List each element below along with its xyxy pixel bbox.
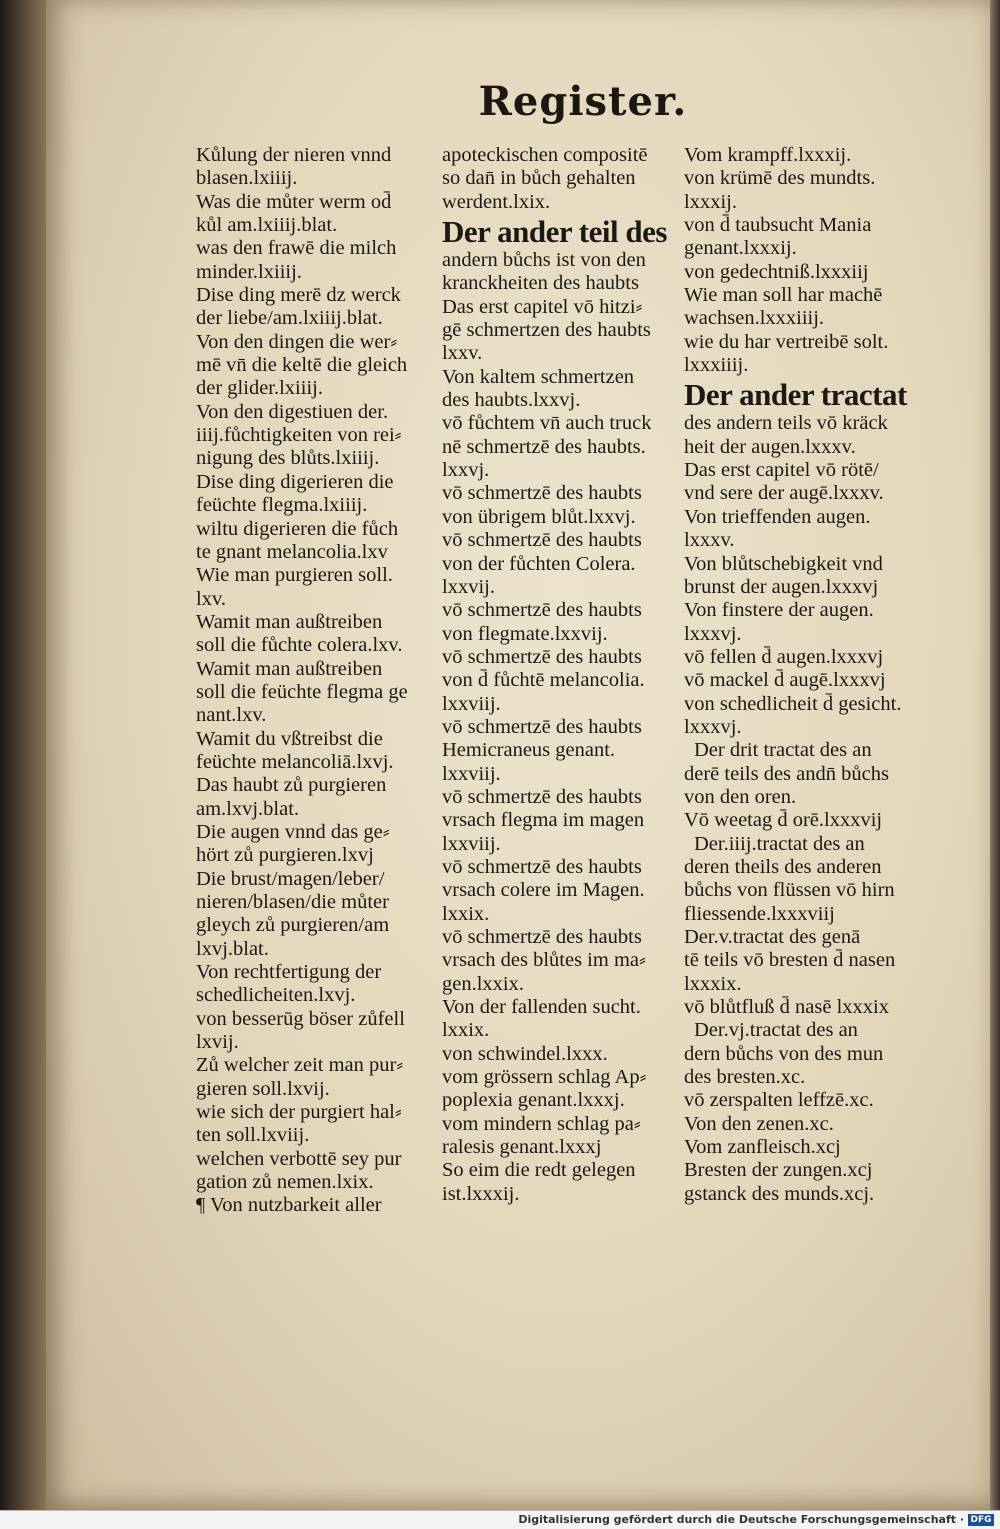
register-entry-line: feüchte flegma.lxiiij. — [196, 494, 368, 517]
register-entry-line: vō schmertzē des haubts — [442, 926, 642, 948]
register-entry-line: ist.lxxxij. — [442, 1182, 520, 1205]
register-entry-line: vō schmertzē des haubts — [442, 715, 642, 738]
register-entry-line: vom mindern schlag pa⸗ — [442, 1112, 641, 1135]
register-entry-line: von besserūg böser zůfell — [196, 1007, 405, 1030]
register-entry-line: gieren soll.lxvij. — [196, 1077, 330, 1100]
register-entry-line: Der.vj.tractat des an — [694, 1019, 858, 1042]
register-entry-line: lxxix. — [442, 902, 490, 925]
register-entry-line: nigung des blůts.lxiiij. — [196, 447, 380, 470]
register-entry-line: Kůlung der nieren vnnd — [196, 144, 392, 166]
register-entry-line: Wie man purgieren soll. — [196, 564, 393, 587]
register-entry-line: Von den dingen die wer⸗ — [196, 330, 398, 353]
register-entry-line: werdent.lxix. — [442, 190, 551, 213]
register-entry-line: Von blůtschebigkeit vnd — [684, 552, 883, 575]
register-entry-line: des andern teils vō kräck — [684, 412, 888, 435]
register-entry-line: von flegmate.lxxvij. — [442, 622, 608, 645]
register-entry-line: vō fůchtem vn̄ auch truck — [442, 412, 652, 435]
register-entry-line: lxvj.blat. — [196, 937, 269, 960]
register-entry-line: Bresten der zungen.xcj — [684, 1159, 873, 1182]
register-entry-line: am.lxvj.blat. — [196, 797, 300, 820]
register-entry-line: lxxvj. — [442, 459, 490, 482]
register-entry-line: nant.lxv. — [196, 704, 267, 727]
register-entry-line: schedlicheiten.lxvj. — [196, 984, 356, 1007]
register-entry-line: bůchs von flüssen vō hirn — [684, 879, 895, 902]
register-entry-line: lxv. — [196, 587, 226, 610]
register-entry-line: gē schmertzen des haubts — [442, 319, 651, 342]
register-entry-line: tē teils vō bresten d̄ nasen — [684, 949, 896, 972]
viewer-footer — [0, 1510, 1000, 1529]
register-entry-line: wie sich der purgiert hal⸗ — [196, 1101, 402, 1124]
register-entry-line: von der fůchten Colera. — [442, 552, 636, 575]
register-entry-line: nē schmertzē des haubts. — [442, 435, 646, 458]
register-entry-line: so dan̄ in bůch gehalten — [442, 167, 636, 190]
register-entry-line: feüchte melancoliā.lxvj. — [196, 750, 394, 773]
register-entry-line: Was die můter werm od̄ — [196, 190, 392, 213]
register-entry-line: von übrigem blůt.lxxvj. — [442, 505, 636, 528]
register-column-3 — [684, 144, 934, 1206]
register-entry-line: gen.lxxix. — [442, 972, 524, 995]
register-entry-line: von d̄ taubsucht Mania — [684, 214, 872, 237]
register-entry-line: welchen verbottē sey pur — [196, 1147, 402, 1170]
register-entry-line: blasen.lxiiij. — [196, 167, 298, 190]
register-entry-line: Wamit du vßtreibst die — [196, 727, 383, 750]
register-entry-line: lxxxvj. — [684, 715, 742, 738]
register-entry-line: ¶ Von nutzbarkeit aller — [196, 1194, 382, 1217]
page-edge-right — [990, 0, 1000, 1510]
register-entry-line: Die augen vnnd das ge⸗ — [196, 820, 390, 843]
register-entry-line: Das haubt zů purgieren — [196, 774, 387, 797]
register-entry-line: vō fellen d̄ augen.lxxxvj — [684, 645, 884, 668]
register-entry-line: Von rechtfertigung der — [196, 961, 382, 984]
register-entry-line: der liebe/am.lxiiij.blat. — [196, 307, 383, 330]
register-entry-line: Dise ding merē dz werck — [196, 284, 401, 307]
register-entry-line: Der.iiij.tractat des an — [694, 832, 865, 855]
register-entry-line: des bresten.xc. — [684, 1066, 806, 1089]
dfg-logo: DFG — [968, 1514, 994, 1526]
register-entry-line: von gedechtniß.lxxxiij — [684, 260, 869, 283]
register-entry-line: wiltu digerieren die fůch — [196, 517, 399, 540]
register-entry-line: apoteckischen compositē — [442, 144, 648, 166]
funding-credit: Digitalisierung gefördert durch die Deutsche Forschungsgemeinschaft · — [518, 1513, 964, 1526]
book-binding-edge — [0, 0, 46, 1510]
register-entry-line: lxxviij. — [442, 832, 501, 855]
register-entry-line: von schwindel.lxxx. — [442, 1042, 608, 1065]
register-entry-line: vō schmertzē des haubts — [442, 482, 642, 505]
register-entry-line: des haubts.lxxvj. — [442, 389, 581, 412]
section-heading: Der ander teil des — [442, 214, 667, 250]
register-entry-line: vō zerspalten leffzē.xc. — [684, 1089, 874, 1112]
register-entry-line: wachsen.lxxxiiij. — [684, 307, 825, 330]
register-entry-line: nieren/blasen/die můter — [196, 891, 389, 913]
register-column-2 — [442, 144, 682, 1206]
register-entry-line: dern bůchs von des mun — [684, 1042, 884, 1065]
register-entry-line: minder.lxiiij. — [196, 260, 302, 283]
register-entry-line: Wamit man außtreiben — [196, 657, 383, 680]
register-entry-line: vom grössern schlag Ap⸗ — [442, 1066, 647, 1089]
register-entry-line: Von der fallenden sucht. — [442, 996, 641, 1019]
register-entry-line: Zů welcher zeit man pur⸗ — [196, 1054, 404, 1077]
register-entry-line: ralesis genant.lxxxj — [442, 1136, 602, 1159]
register-entry-line: mē vn̄ die keltē die gleich — [196, 354, 408, 377]
register-entry-line: vrsach flegma im magen — [442, 809, 645, 832]
register-entry-line: Vom zanfleisch.xcj — [684, 1136, 841, 1159]
register-entry-line: kranckheiten des haubts — [442, 272, 639, 295]
register-entry-line: Das erst capitel vō rötē/ — [684, 459, 879, 482]
register-entry-line: von krümē des mundts. — [684, 167, 876, 190]
register-entry-line: iiij.fůchtigkeiten von rei⸗ — [196, 424, 402, 447]
register-entry-line: lxxxv. — [684, 529, 735, 552]
register-entry-line: hört zů purgieren.lxvj — [196, 844, 374, 867]
register-column-1 — [196, 144, 436, 1218]
register-entry-line: was den frawē die milch — [196, 237, 397, 260]
register-entry-line: vō schmertzē des haubts — [442, 855, 642, 878]
register-entry-line: genant.lxxxij. — [684, 237, 797, 260]
register-entry-line: vō blůtfluß d̄ nasē lxxxix — [684, 996, 889, 1019]
register-entry-line: Hemicraneus genant. — [442, 739, 616, 762]
register-entry-line: Von kaltem schmertzen — [442, 365, 635, 388]
register-entry-line: vō schmertzē des haubts — [442, 785, 642, 808]
register-entry-line: te gnant melancolia.lxv — [196, 540, 388, 563]
register-entry-line: vrsach des blůtes im ma⸗ — [442, 949, 646, 972]
register-entry-line: Vō weetag d̄ orē.lxxxvij — [684, 809, 883, 832]
register-entry-line: lxvij. — [196, 1031, 239, 1054]
scanned-page — [46, 0, 990, 1510]
register-entry-line: vō schmertzē des haubts — [442, 645, 642, 668]
register-entry-line: fliessende.lxxxviij — [684, 902, 835, 925]
register-entry-line: vnd sere der augē.lxxxv. — [684, 482, 884, 505]
register-entry-line: Der.v.tractat des genā — [684, 926, 861, 948]
register-entry-line: Von den zenen.xc. — [684, 1112, 834, 1135]
register-entry-line: derē teils des andn̄ bůchs — [684, 762, 889, 785]
register-entry-line: ten soll.lxviij. — [196, 1124, 310, 1147]
register-entry-line: soll die feüchte flegma ge — [196, 680, 408, 703]
register-entry-line: lxxxij. — [684, 190, 737, 213]
register-entry-line: lxxvij. — [442, 575, 495, 598]
register-entry-line: Das erst capitel vō hitzi⸗ — [442, 295, 643, 318]
register-entry-line: vō mackel d̄ augē.lxxxvj — [684, 669, 886, 692]
register-entry-line: kůl am.lxiiij.blat. — [196, 214, 338, 237]
register-entry-line: wie du har vertreibē solt. — [684, 330, 889, 353]
register-entry-line: von den oren. — [684, 785, 797, 808]
register-entry-line: Wie man soll har machē — [684, 284, 883, 307]
register-entry-line: Die brust/magen/leber/ — [196, 867, 385, 890]
register-entry-line: gation zů nemen.lxix. — [196, 1171, 374, 1194]
register-entry-line: von schedlicheit d̄ gesicht. — [684, 692, 902, 715]
register-entry-line: Wamit man außtreiben — [196, 610, 383, 633]
register-entry-line: von d̄ fůchtē melancolia. — [442, 669, 645, 692]
register-entry-line: deren theils des anderen — [684, 855, 882, 878]
register-entry-line: gleych zů purgieren/am — [196, 914, 390, 937]
running-head: Register. — [478, 78, 688, 125]
register-entry-line: vō schmertzē des haubts — [442, 599, 642, 622]
register-entry-line: gstanck des munds.xcj. — [684, 1182, 875, 1205]
register-entry-line: Vom krampff.lxxxij. — [684, 144, 852, 166]
section-heading: Der ander tractat — [684, 377, 907, 413]
register-entry-line: vrsach colere im Magen. — [442, 879, 645, 902]
register-entry-line: lxxviij. — [442, 692, 501, 715]
register-entry-line: lxxviij. — [442, 762, 501, 785]
register-entry-line: lxxxix. — [684, 972, 742, 995]
register-entry-line: soll die fůchte colera.lxv. — [196, 634, 403, 657]
register-entry-line: lxxxvj. — [684, 622, 742, 645]
register-entry-line: der glider.lxiiij. — [196, 377, 323, 400]
register-entry-line: vō schmertzē des haubts — [442, 529, 642, 552]
register-entry-line: heit der augen.lxxxv. — [684, 435, 856, 458]
register-entry-line: Von finstere der augen. — [684, 599, 874, 622]
register-entry-line: brunst der augen.lxxxvj — [684, 575, 879, 598]
register-entry-line: lxxxiiij. — [684, 354, 749, 377]
register-entry-line: lxxix. — [442, 1019, 490, 1042]
register-entry-line: poplexia genant.lxxxj. — [442, 1089, 625, 1112]
register-entry-line: Von den digestiuen der. — [196, 400, 389, 423]
register-entry-line: lxxv. — [442, 342, 483, 365]
register-entry-line: andern bůchs ist von den — [442, 249, 646, 272]
register-entry-line: Der drit tractat des an — [694, 739, 872, 762]
register-entry-line: Von trieffenden augen. — [684, 505, 871, 528]
register-entry-line: So eim die redt gelegen — [442, 1159, 636, 1182]
register-entry-line: Dise ding digerieren die — [196, 470, 394, 493]
